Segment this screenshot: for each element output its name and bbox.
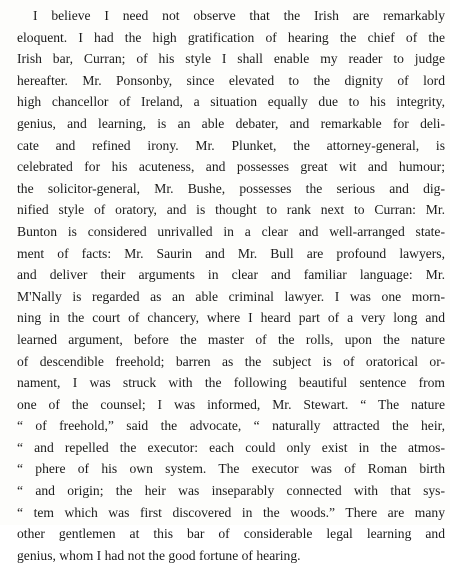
- text-line: nified style of oratory, and is thought to rank next to Curran: Mr.: [17, 202, 445, 218]
- text-line: M'Nally is regarded as an able criminal lawyer. I was one morn-: [17, 288, 445, 304]
- text-line: ning in the court of chancery, where I heard part of a very long and: [17, 310, 445, 326]
- text-line: “ and origin; the heir was inseparably connected with that sys-: [17, 483, 445, 499]
- text-line: “ tem which was first discovered in the woods.” There are many: [17, 504, 445, 520]
- text-line: Bunton is considered unrivalled in a clear and well-arranged state-: [17, 223, 445, 239]
- text-line: hereafter. Mr. Ponsonby, since elevated to the dignity of lord: [17, 72, 445, 88]
- text-line: and deliver their arguments in clear and familiar language: Mr.: [17, 267, 445, 283]
- text-line: genius, and learning, is an able debater, and remarkable for deli-: [17, 115, 445, 131]
- text-line: “ of freehold,” said the advocate, “ naturally attracted the heir,: [17, 418, 445, 434]
- text-line: the solicitor-general, Mr. Bushe, possesses the serious and dig-: [17, 180, 445, 196]
- text-line: learned argument, before the master of the rolls, upon the nature: [17, 331, 445, 347]
- text-line: ment of facts: Mr. Saurin and Mr. Bull are profound lawyers,: [17, 245, 445, 261]
- text-line: nament, I was struck with the following beautiful sentence from: [17, 375, 445, 391]
- text-line: celebrated for his acuteness, and possesses great wit and humour;: [17, 159, 445, 175]
- text-line: of descendible freehold; barren as the subject is of oratorical or-: [17, 353, 445, 369]
- text-line: “ phere of his own system. The executor was of Roman birth: [17, 461, 445, 477]
- text-line: Irish bar, Curran; of his style I shall enable my reader to judge: [17, 51, 445, 67]
- text-line: eloquent. I had the high gratification of hearing the chief of the: [17, 29, 445, 45]
- text-line: high chancellor of Ireland, a situation equally due to his integrity,: [17, 94, 445, 110]
- body-paragraph: [17, 5, 445, 566]
- text-line: genius, whom I had not the good fortune of hearing.: [17, 547, 301, 563]
- text-line: other gentlemen at this bar of considerable legal learning and: [17, 526, 445, 542]
- text-line: cate and refined irony. Mr. Plunket, the attorney-general, is: [17, 137, 445, 153]
- text-line: “ and repelled the executor: each could only exist in the atmos-: [17, 439, 445, 455]
- text-line: I believe I need not observe that the Irish are remarkably: [33, 8, 445, 23]
- text-line: one of the counsel; I was informed, Mr. Stewart. “ The nature: [17, 396, 445, 412]
